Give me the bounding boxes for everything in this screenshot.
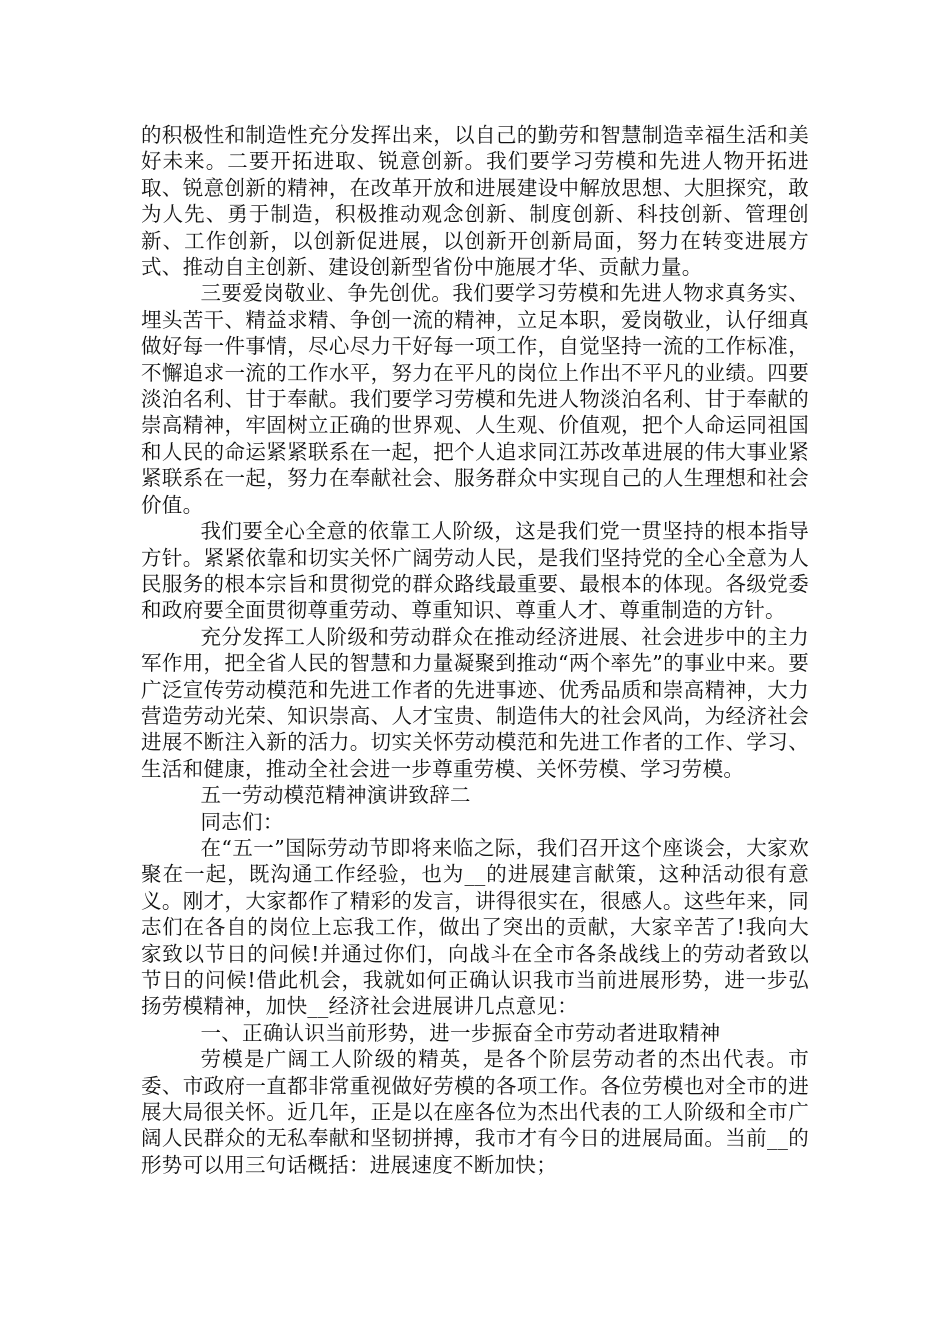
subheading: 一、正确认识当前形势，进一步振奋全市劳动者进取精神: [200, 1020, 721, 1045]
paragraph-4: 充分发挥工人阶级和劳动群众在推动经济进展、社会进步中的主力军作用，把全省人民的智慧和力量凝聚到推动“两个率先”的事业中来。要广泛宣传劳动模范和先进工作者的先进事迹、优秀品质和崇高精神，大力营造劳动光荣、知识崇高、人才宝贵、制造伟大的社会风尚，为经济社会进展不断注入新的活力。切实关怀劳动模范和先进工作者的工作、学习、生活和健康，推动全社会进一步尊重劳模、关怀劳模、学习劳模。: [141, 624, 809, 781]
paragraph-3: 我们要全心全意的依靠工人阶级，这是我们党一贯坚持的根本指导方针。紧紧依靠和切实关怀广阔劳动人民，是我们坚持党的全心全意为人民服务的根本宗旨和贯彻党的群众路线最重要、最根本的体现。各级党委和政府要全面贯彻尊重劳动、尊重知识、尊重人才、尊重制造的方针。: [141, 519, 809, 623]
paragraph-6: 劳模是广阔工人阶级的精英，是各个阶层劳动者的杰出代表。市委、市政府一直都非常重视做好劳模的各项工作。各位劳模也对全市的进展大局很关怀。近几年，正是以在座各位为杰出代表的工人阶级和全市广阔人民群众的无私奉献和坚韧拼搏，我市才有今日的进展局面。当前__的形势可以用三句话概括：进展速度不断加快；: [141, 1047, 809, 1177]
section-heading: 五一劳动模范精神演讲致辞二: [200, 783, 471, 808]
salutation: 同志们：: [200, 809, 284, 834]
paragraph-5: 在“五一”国际劳动节即将来临之际，我们召开这个座谈会，大家欢聚在一起，既沟通工作经验，也为__的进展建言献策，这种活动很有意义。刚才，大家都作了精彩的发言，讲得很实在，很感人。这些年来，同志们在各自的岗位上忘我工作，做出了突出的贡献，大家辛苦了!我向大家致以节日的问候!并通过你们，向战斗在全市各条战线上的劳动者致以节日的问候!借此机会，我就如何正确认识我市当前进展形势，进一步弘扬劳模精神，加快__经济社会进展讲几点意见：: [141, 835, 809, 1019]
paragraph-2: 三要爱岗敬业、争先创优。我们要学习劳模和先进人物求真务实、埋头苦干、精益求精、争创一流的精神，立足本职，爱岗敬业，认仔细真做好每一件事情，尽心尽力干好每一项工作，自觉坚持一流的工作标准，不懈追求一流的工作水平，努力在平凡的岗位上作出不平凡的业绩。四要淡泊名利、甘于奉献。我们要学习劳模和先进人物淡泊名利、甘于奉献的崇高精神，牢固树立正确的世界观、人生观、价值观，把个人命运同祖国和人民的命运紧紧联系在一起，把个人追求同江苏改革进展的伟大事业紧紧联系在一起，努力在奉献社会、服务群众中实现自己的人生理想和社会价值。: [141, 281, 809, 517]
document-page: [141, 122, 809, 1178]
paragraph-1: 的积极性和制造性充分发挥出来，以自己的勤劳和智慧制造幸福生活和美好未来。二要开拓进取、锐意创新。我们要学习劳模和先进人物开拓进取、锐意创新的精神，在改革开放和进展建设中解放思想、大胆探究，敢为人先、勇于制造，积极推动观念创新、制度创新、科技创新、管理创新、工作创新，以创新促进展，以创新开创新局面，努力在转变进展方式、推动自主创新、建设创新型省份中施展才华、贡献力量。: [141, 123, 809, 280]
